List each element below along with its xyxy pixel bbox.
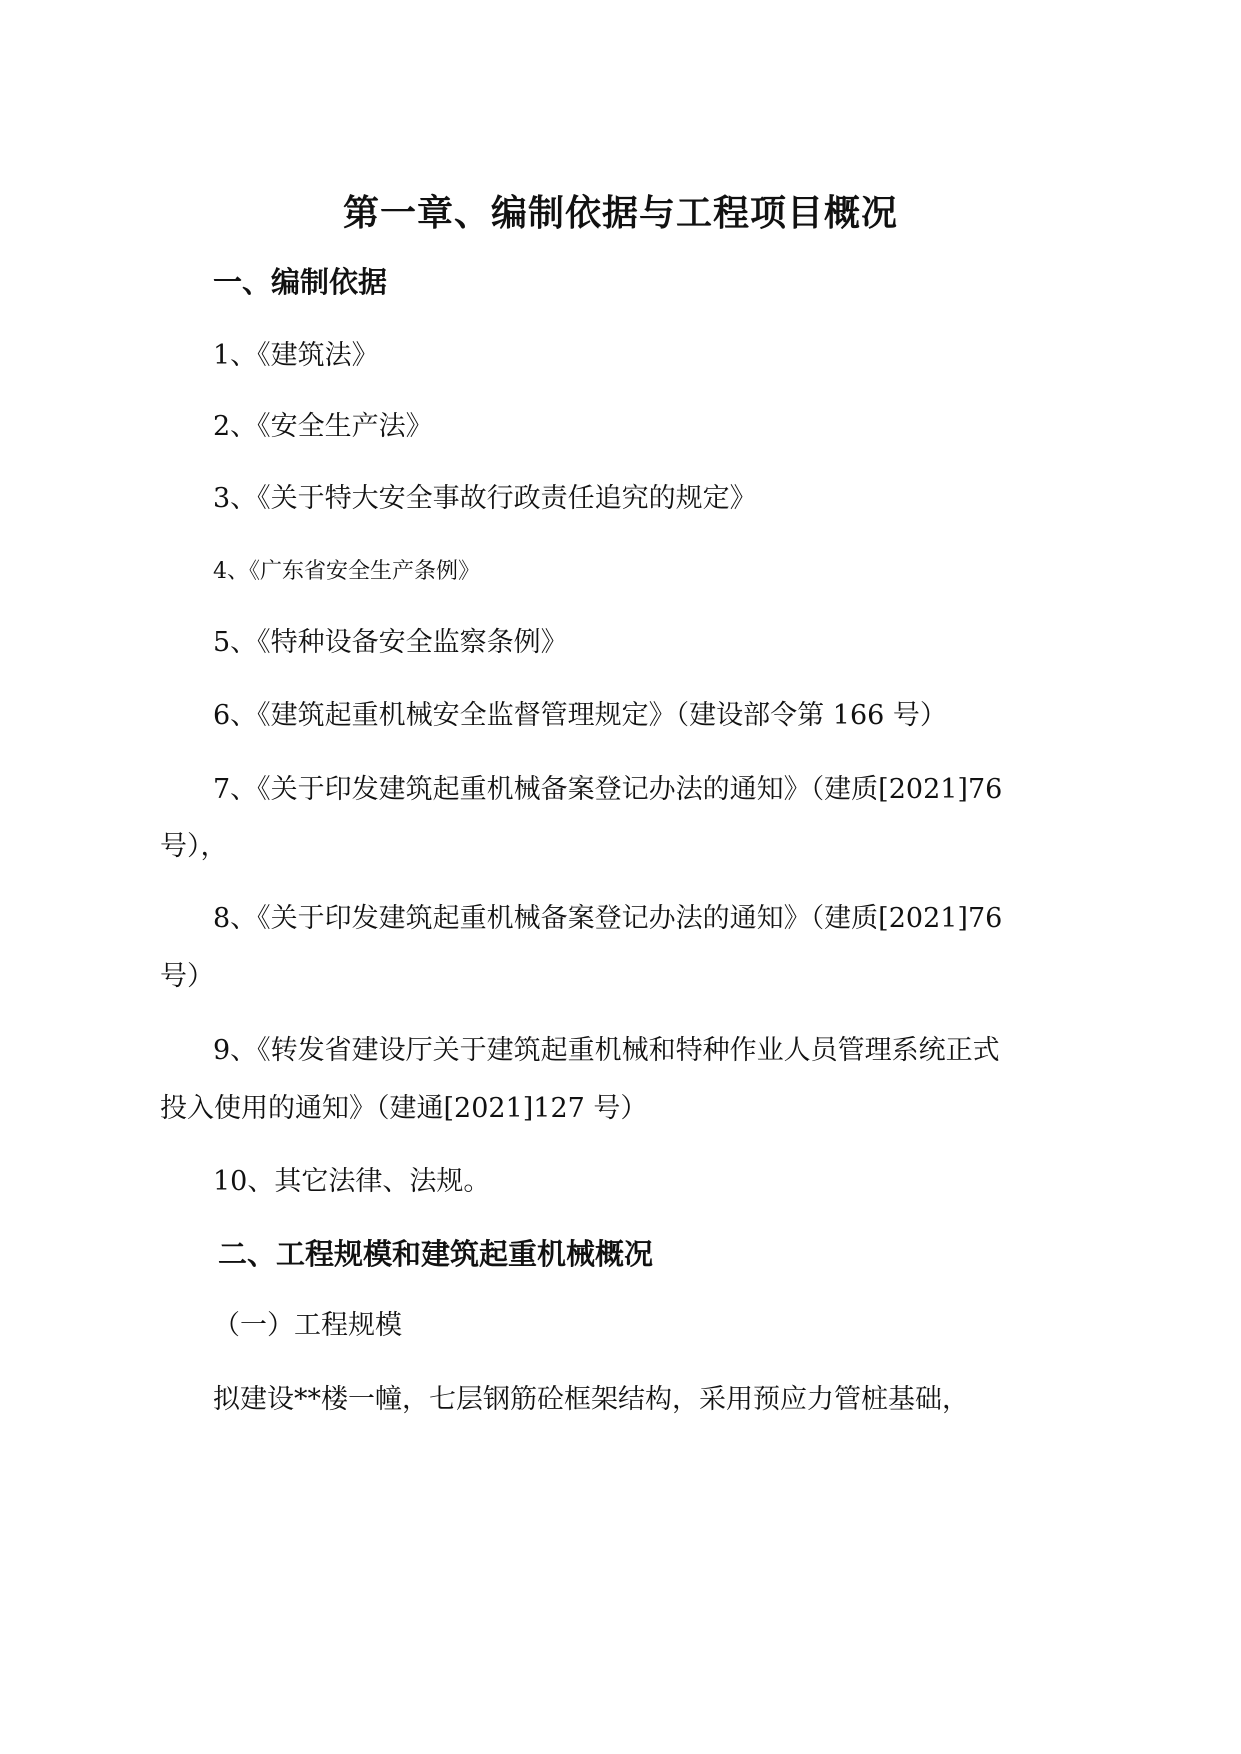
subheading-project-scale: （一）工程规模 <box>213 1310 402 1341</box>
basis-item-9-line-1: 9、《转发省建设厅关于建筑起重机械和特种作业人员管理系统正式 <box>213 1035 1000 1066</box>
project-scale-paragraph: 拟建设**楼一幢，七层钢筋砼框架结构，采用预应力管桩基础， <box>213 1384 969 1415</box>
basis-item-8-line-1: 8、《关于印发建筑起重机械备案登记办法的通知》（建质[2021]76 <box>213 903 1003 934</box>
basis-item-2: 2、《安全生产法》 <box>213 411 433 442</box>
basis-item-7-line-1: 7、《关于印发建筑起重机械备案登记办法的通知》（建质[2021]76 <box>213 774 1003 805</box>
section-heading-scale: 二、工程规模和建筑起重机械概况 <box>218 1237 654 1271</box>
basis-item-10: 10、其它法律、法规。 <box>213 1166 491 1197</box>
basis-item-9-line-2: 投入使用的通知》（建通[2021]127 号） <box>160 1093 648 1124</box>
basis-item-5: 5、《特种设备安全监察条例》 <box>213 627 568 658</box>
basis-item-1: 1、《建筑法》 <box>213 340 379 371</box>
chapter-title: 第一章、编制依据与工程项目概况 <box>342 193 898 234</box>
basis-item-4: 4、《广东省安全生产条例》 <box>213 559 480 584</box>
basis-item-6: 6、《建筑起重机械安全监督管理规定》（建设部令第 166 号） <box>213 700 947 731</box>
basis-item-3: 3、《关于特大安全事故行政责任追究的规定》 <box>213 483 757 514</box>
section-heading-basis: 一、编制依据 <box>213 265 388 299</box>
basis-item-7-line-2: 号）， <box>160 831 228 862</box>
basis-item-8-line-2: 号） <box>160 961 214 992</box>
